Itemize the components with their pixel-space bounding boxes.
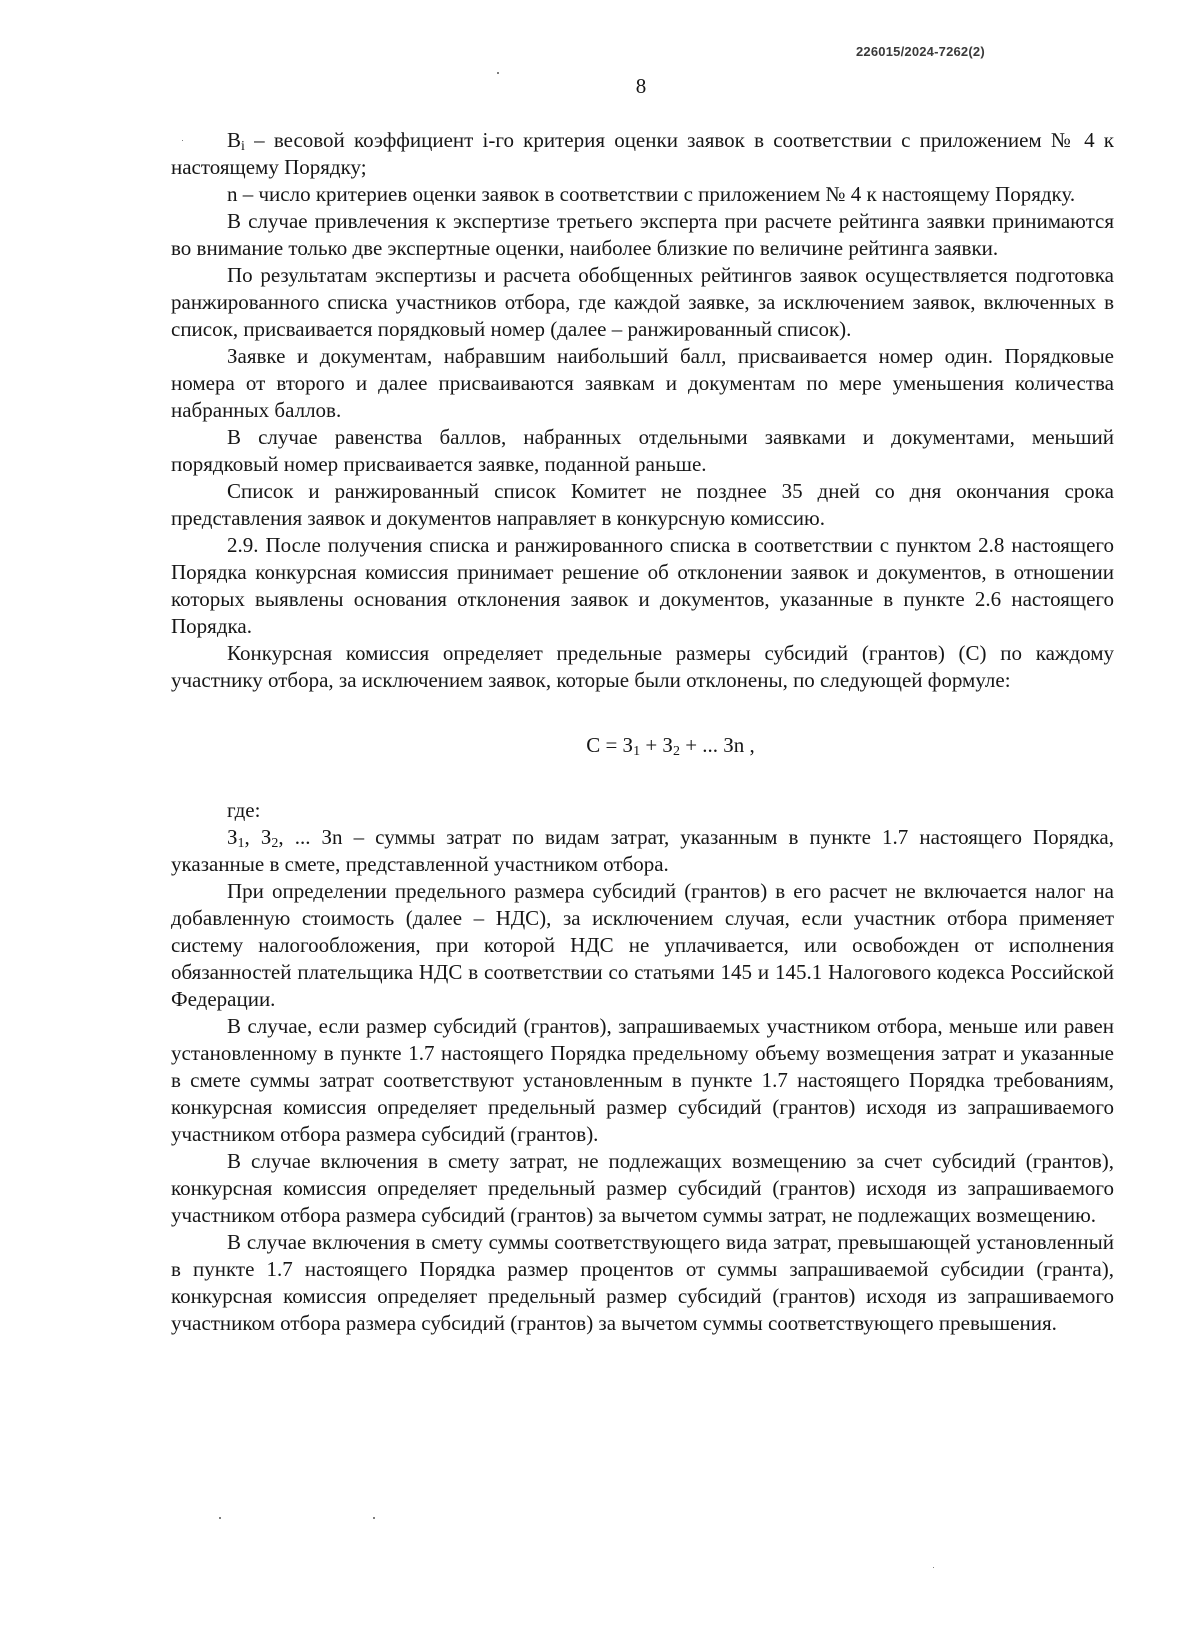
paragraph: В случае равенства баллов, набранных отдельными заявками и документами, меньший порядковый номер присваивается заявке, поданной раньше. bbox=[171, 425, 1114, 476]
paragraph: В случае включения в смету затрат, не подлежащих возмещению за счет субсидий (грантов), конкурсная комиссия определяет предельный размер субсидий (грантов) исходя из запрашиваемого участником отбора размера субсидий (грантов) за вычетом суммы затрат, не подлежащих возмещению. bbox=[171, 1149, 1114, 1227]
paragraph: В случае привлечения к экспертизе третьего эксперта при расчете рейтинга заявки принимаются во внимание только две экспертные оценки, наиболее близкие по величине рейтинга заявки. bbox=[171, 209, 1114, 260]
document-id: 226015/2024-7262(2) bbox=[856, 44, 985, 59]
document-body bbox=[171, 127, 1114, 1337]
paragraph: Список и ранжированный список Комитет не позднее 35 дней со дня окончания срока представления заявок и документов направляет в конкурсную комиссию. bbox=[171, 479, 1114, 530]
paragraph: где: bbox=[227, 798, 261, 822]
scan-speck bbox=[933, 1567, 934, 1568]
paragraph: В случае, если размер субсидий (грантов), запрашиваемых участником отбора, меньше или равен установленному в пункте 1.7 настоящего Порядка предельному объему возмещения затрат и указанные в смете суммы затрат соответствуют установленным в пункте 1.7 настоящего Порядка требованиям, конкурсная комиссия определяет предельный размер субсидий (грантов) исходя из запрашиваемого участником отбора размера субсидий (грантов). bbox=[171, 1014, 1114, 1146]
paragraph: n – число критериев оценки заявок в соответствии с приложением № 4 к настоящему Порядку. bbox=[227, 182, 1076, 206]
paragraph: $З_1$, $З_2$, ... Зn – суммы затрат по видам затрат, указанным в пункте 1.7 настоящего Порядка, указанные в смете, представленной участником отбора. bbox=[171, 825, 1114, 876]
page-number: 8 bbox=[635, 74, 647, 98]
paragraph: По результатам экспертизы и расчета обобщенных рейтингов заявок осуществляется подготовка ранжированного списка участников отбора, где каждой заявке, за исключением заявок, включенных в список, присваивается порядковый номер (далее – ранжированный список). bbox=[171, 263, 1114, 341]
paragraph: При определении предельного размера субсидий (грантов) в его расчет не включается налог на добавленную стоимость (далее – НДС), за исключением случая, если участник отбора применяет систему налогообложения, при которой НДС не уплачивается, или освобожден от исполнения обязанностей плательщика НДС в соответствии со статьями 145 и 145.1 Налогового кодекса Российской Федерации. bbox=[171, 879, 1114, 1011]
paragraph: В случае включения в смету суммы соответствующего вида затрат, превышающей установленный в пункте 1.7 настоящего Порядка размер процентов от суммы запрашиваемой субсидии (гранта), конкурсная комиссия определяет предельный размер субсидий (грантов) исходя из запрашиваемого участником отбора размера субсидий (грантов) за вычетом суммы соответствующего превышения. bbox=[171, 1230, 1114, 1335]
scan-speck bbox=[373, 1517, 375, 1519]
paragraph: Конкурсная комиссия определяет предельные размеры субсидий (грантов) (С) по каждому участнику отбора, за исключением заявок, которые были отклонены, по следующей формуле: bbox=[171, 641, 1114, 692]
formula: $С = З_1 + З_2$ + ... Зn , bbox=[586, 733, 755, 759]
scan-speck bbox=[219, 1517, 221, 1519]
paragraph: Заявке и документам, набравшим наибольший балл, присваивается номер один. Порядковые номера от второго и далее присваиваются заявкам и документам по мере уменьшения количества набранных баллов. bbox=[171, 344, 1114, 422]
scan-speck bbox=[497, 72, 499, 74]
paragraph: $B_i$ – весовой коэффициент i-го критерия оценки заявок в соответствии с приложением № 4 к настоящему Порядку; bbox=[171, 128, 1114, 179]
paragraph: 2.9. После получения списка и ранжированного списка в соответствии с пунктом 2.8 настоящего Порядка конкурсная комиссия принимает решение об отклонении заявок и документов, в отношении которых выявлены основания отклонения заявок и документов, указанные в пункте 2.6 настоящего Порядка. bbox=[171, 533, 1114, 638]
